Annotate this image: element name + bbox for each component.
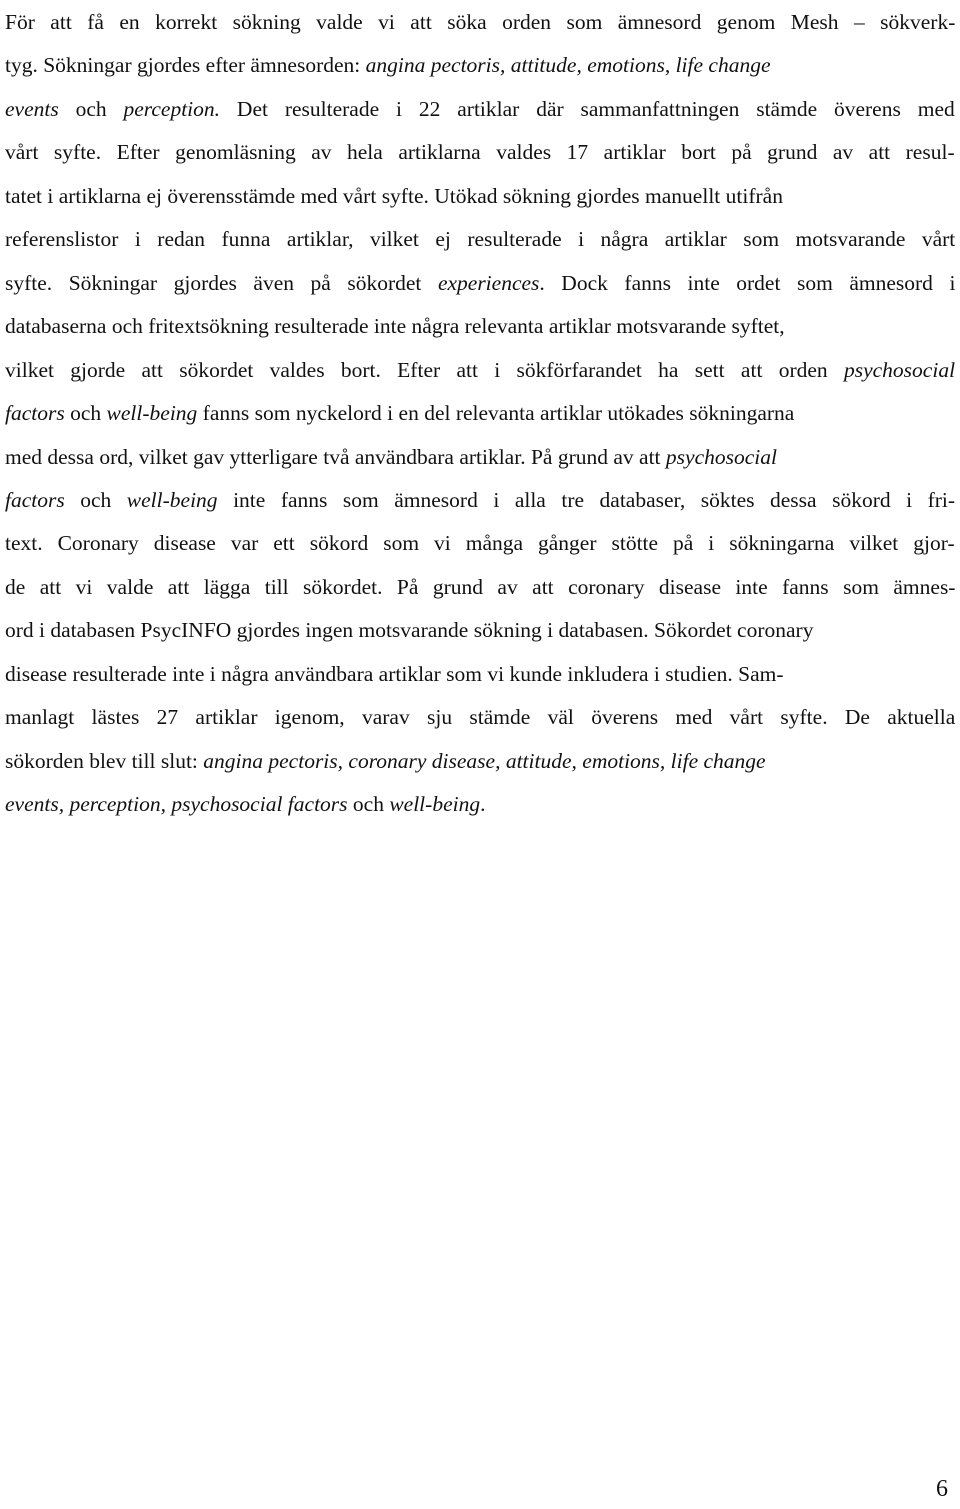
text-run: databaserna och fritextsökning resulterade inte några relevanta artiklar motsvarande syftet, xyxy=(5,314,785,339)
text-run: referenslistor i redan funna artiklar, vilket ej resulterade i några artiklar som motsvarande vårt xyxy=(5,227,956,252)
text-run: . Dock fanns inte ordet som ämnesord i xyxy=(539,270,956,295)
text-run: och xyxy=(58,96,124,121)
italic-term: events, perception, psychosocial factors xyxy=(5,792,348,817)
italic-term: angina pectoris, attitude, emotions, life change xyxy=(365,53,771,78)
text-line xyxy=(5,608,813,652)
text-run: manlagt lästes 27 artiklar igenom, varav sju stämde väl överens med vårt syfte. De aktuella xyxy=(5,705,956,730)
text-line xyxy=(5,87,955,131)
text-run: Det resulterade i 22 artiklar där sammanfattningen stämde överens med xyxy=(220,96,955,121)
text-run: de att vi valde att lägga till sökordet. På grund av att coronary disease inte fanns som ämnes- xyxy=(5,574,956,599)
italic-term: well-being xyxy=(106,401,198,426)
text-line xyxy=(5,478,955,522)
text-line xyxy=(5,0,955,44)
text-run: fanns som nyckelord i en del relevanta artiklar utökades sökningarna xyxy=(197,401,795,426)
text-run: med dessa ord, vilket gav ytterligare två användbara artiklar. På grund av att xyxy=(5,444,666,469)
text-line xyxy=(5,565,955,609)
italic-term: well-being xyxy=(389,792,481,817)
text-line xyxy=(5,130,955,174)
italic-term: psychosocial xyxy=(843,357,956,382)
text-run: och xyxy=(347,792,390,817)
text-line xyxy=(5,348,955,392)
text-line xyxy=(5,652,784,696)
italic-term: factors xyxy=(5,487,65,512)
text-line xyxy=(5,739,766,783)
italic-term: psychosocial xyxy=(665,444,777,469)
italic-term: experiences xyxy=(437,270,540,295)
italic-term: factors xyxy=(5,401,65,426)
text-line xyxy=(5,43,771,87)
text-run: inte fanns som ämnesord i alla tre databaser, söktes dessa sökord i fri- xyxy=(217,487,956,512)
text-line xyxy=(5,304,785,348)
text-line xyxy=(5,521,955,565)
text-run: syfte. Sökningar gjordes även på sökordet xyxy=(5,270,438,295)
italic-term: perception. xyxy=(123,96,221,121)
text-run: vilket gjorde att sökordet valdes bort. Efter att i sökförfarandet ha sett att orden xyxy=(5,357,844,382)
text-run: text. Coronary disease var ett sökord som vi många gånger stötte på i sökningarna vilket gjor- xyxy=(5,531,955,556)
text-line xyxy=(5,391,794,435)
text-line xyxy=(5,782,485,826)
text-line xyxy=(5,695,955,739)
text-run: och xyxy=(64,401,107,426)
italic-term: events xyxy=(5,96,59,121)
italic-term: well-being xyxy=(126,487,218,512)
text-run: tyg. Sökningar gjordes efter ämnesorden: xyxy=(5,53,366,78)
text-line xyxy=(5,217,955,261)
text-run: ord i databasen PsycINFO gjordes ingen motsvarande sökning i databasen. Sökordet coronary xyxy=(5,618,814,643)
text-run: disease resulterade inte i några användbara artiklar som vi kunde inkludera i studien. Sam- xyxy=(5,661,784,686)
page-number: 6 xyxy=(936,1476,948,1502)
text-run: . xyxy=(480,792,486,817)
text-run: För att få en korrekt sökning valde vi att söka orden som ämnesord genom Mesh – sökverk- xyxy=(5,10,956,34)
text-run: vårt syfte. Efter genomläsning av hela artiklarna valdes 17 artiklar bort på grund av att resul- xyxy=(5,140,955,165)
text-line xyxy=(5,174,783,218)
text-line xyxy=(5,435,777,479)
italic-term: angina pectoris, coronary disease, attitude, emotions, life change xyxy=(203,748,766,773)
text-run: och xyxy=(64,487,127,512)
text-run: sökorden blev till slut: xyxy=(5,748,204,773)
text-line xyxy=(5,261,955,305)
text-run: tatet i artiklarna ej överensstämde med vårt syfte. Utökad sökning gjordes manuellt utifrån xyxy=(5,183,783,208)
